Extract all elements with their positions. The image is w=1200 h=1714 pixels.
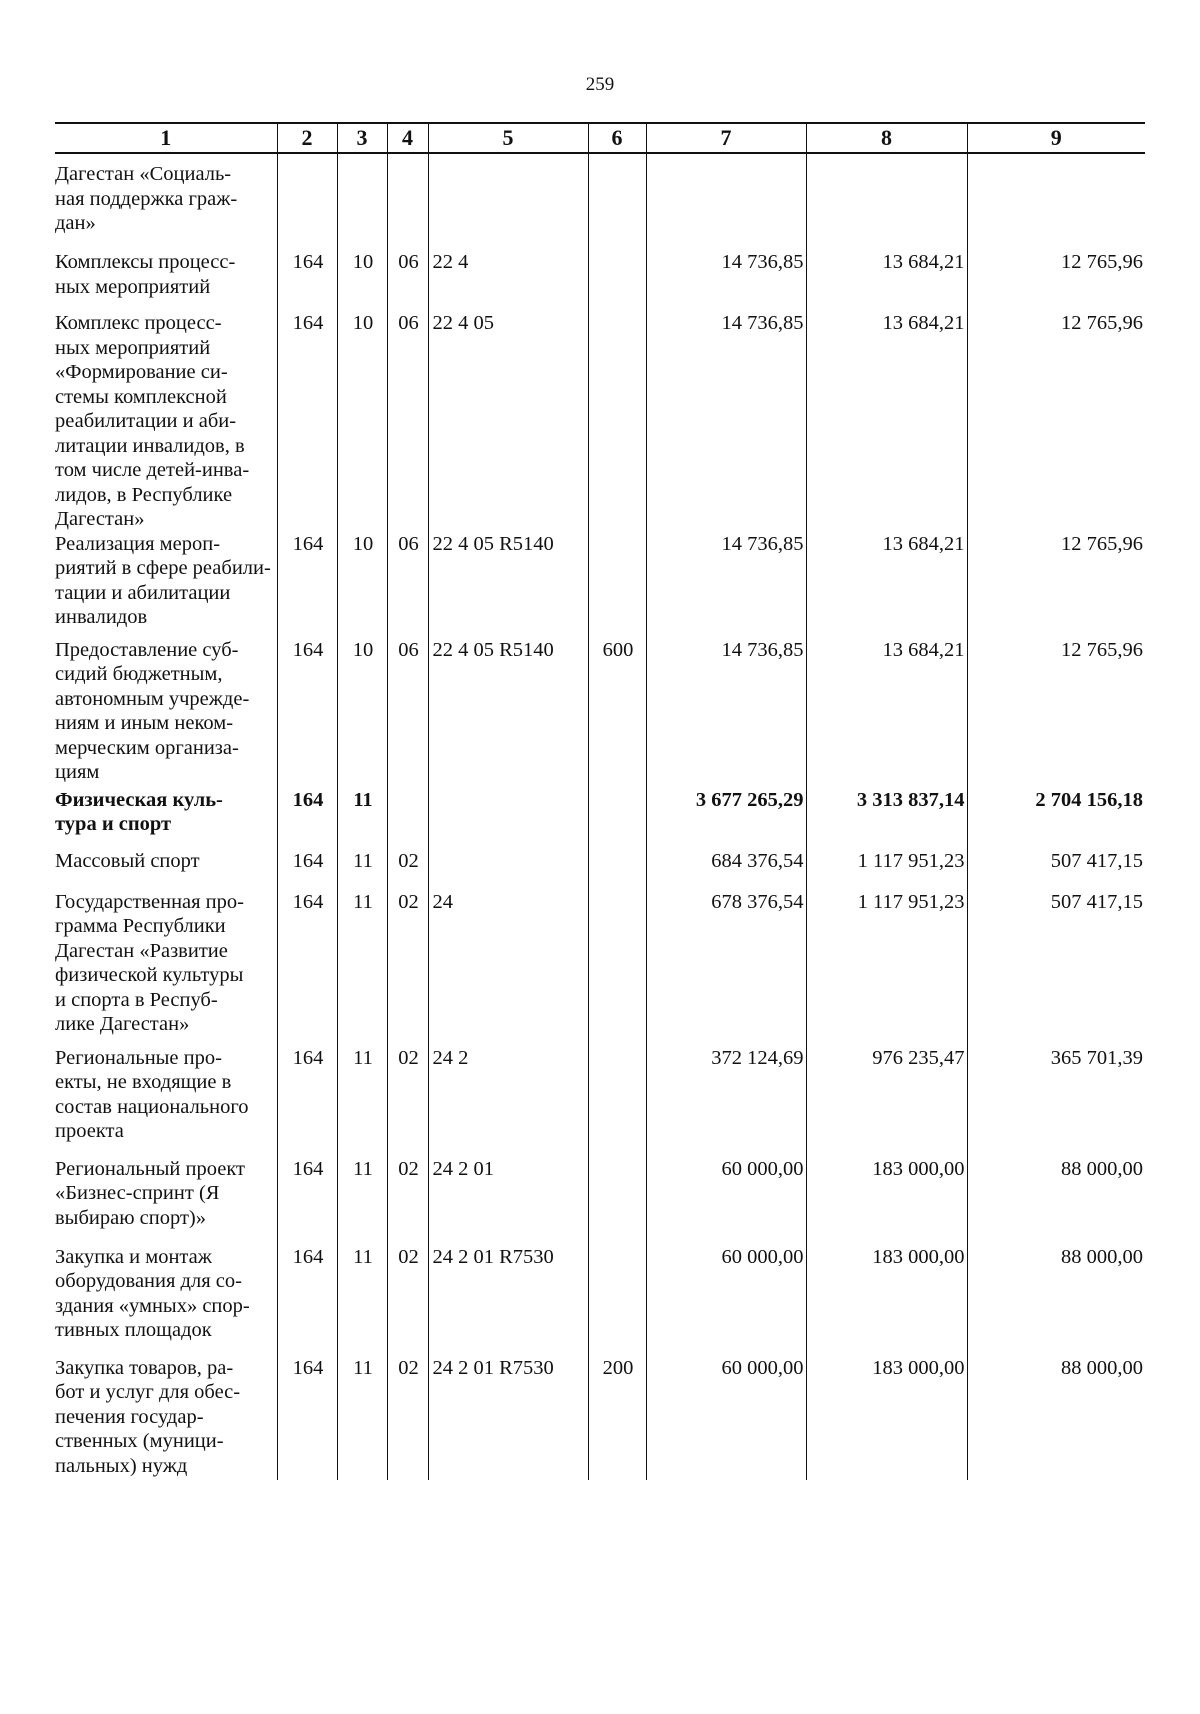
row-code-2-cell: 164 xyxy=(277,532,337,638)
row-code-2-cell: 164 xyxy=(277,1157,337,1245)
row-code-6-cell xyxy=(588,311,646,532)
row-code-6-cell: 200 xyxy=(588,1356,646,1480)
row-code-5-cell: 24 2 01 xyxy=(428,1157,588,1245)
table-row xyxy=(55,788,1145,849)
table-row xyxy=(55,1356,1145,1480)
row-amount-8-cell: 976 235,47 xyxy=(806,1046,967,1157)
column-header: 4 xyxy=(387,123,428,153)
row-amount-9-cell: 507 417,15 xyxy=(967,890,1145,1046)
row-amount-9-cell: 507 417,15 xyxy=(967,849,1145,890)
row-code-4-cell xyxy=(387,153,428,250)
row-code-4-cell: 06 xyxy=(387,311,428,532)
row-code-4-cell: 02 xyxy=(387,849,428,890)
row-code-2-cell: 164 xyxy=(277,849,337,890)
row-code-5-cell xyxy=(428,849,588,890)
row-amount-9-cell: 88 000,00 xyxy=(967,1245,1145,1356)
row-code-2-cell: 164 xyxy=(277,1245,337,1356)
table-row xyxy=(55,890,1145,1046)
row-name-cell: Реализация мероп- риятий в сфере реабили- тации и абилитации инвалидов xyxy=(55,532,271,628)
row-code-3-cell: 11 xyxy=(337,1356,387,1480)
row-code-2-cell: 164 xyxy=(277,311,337,532)
row-name-cell: Закупка товаров, ра- бот и услуг для обес- печения государ- ственных (муници- пальных) нужд xyxy=(55,1356,241,1477)
row-code-2-cell xyxy=(277,153,337,250)
table-row xyxy=(55,532,1145,638)
row-name-cell: Региональные про- екты, не входящие в состав национального проекта xyxy=(55,1046,249,1142)
row-code-6-cell xyxy=(588,849,646,890)
row-name-cell: Предоставление суб- сидий бюджетным, автономным учрежде- ниям и иным неком- мерческим организа- циям xyxy=(55,638,250,783)
row-code-5-cell xyxy=(428,788,588,849)
table-row xyxy=(55,1046,1145,1157)
row-code-6-cell xyxy=(588,1245,646,1356)
row-code-4-cell: 02 xyxy=(387,1245,428,1356)
row-code-3-cell: 11 xyxy=(337,1046,387,1157)
row-amount-9-cell: 88 000,00 xyxy=(967,1356,1145,1480)
row-amount-9-cell: 12 765,96 xyxy=(967,250,1145,311)
table-body xyxy=(55,153,1145,1480)
row-amount-7-cell: 60 000,00 xyxy=(646,1157,806,1245)
row-amount-9-cell: 12 765,96 xyxy=(967,311,1145,532)
page-number: 259 xyxy=(585,74,615,95)
row-amount-7-cell: 60 000,00 xyxy=(646,1245,806,1356)
row-code-4-cell: 02 xyxy=(387,1046,428,1157)
row-amount-8-cell: 1 117 951,23 xyxy=(806,890,967,1046)
column-header: 7 xyxy=(646,123,806,153)
row-code-5-cell xyxy=(428,153,588,250)
column-header: 5 xyxy=(428,123,588,153)
row-amount-9-cell: 365 701,39 xyxy=(967,1046,1145,1157)
row-code-5-cell: 24 2 01 R7530 xyxy=(428,1245,588,1356)
table-row xyxy=(55,250,1145,311)
row-name-cell: Дагестан «Социаль- ная поддержка граж- дан» xyxy=(55,163,238,234)
row-code-3-cell: 10 xyxy=(337,311,387,532)
row-code-6-cell xyxy=(588,1046,646,1157)
row-name-cell: Государственная про- грамма Республики Дагестан «Развитие физической культуры и спорта в Респуб- лике Дагестан» xyxy=(55,890,244,1035)
column-header: 8 xyxy=(806,123,967,153)
row-amount-9-cell: 12 765,96 xyxy=(967,532,1145,638)
row-amount-8-cell: 13 684,21 xyxy=(806,532,967,638)
table-row xyxy=(55,153,1145,250)
table-row xyxy=(55,1157,1145,1245)
table-row xyxy=(55,311,1145,532)
row-code-3-cell: 11 xyxy=(337,1157,387,1245)
row-code-5-cell: 24 2 01 R7530 xyxy=(428,1356,588,1480)
row-name-cell: Закупка и монтаж оборудования для со- здания «умных» спор- тивных площадок xyxy=(55,1245,250,1341)
row-amount-8-cell: 13 684,21 xyxy=(806,311,967,532)
row-code-3-cell: 11 xyxy=(337,1245,387,1356)
row-amount-7-cell: 14 736,85 xyxy=(646,311,806,532)
row-amount-8-cell: 183 000,00 xyxy=(806,1245,967,1356)
row-name-cell: Региональный проект «Бизнес-спринт (Я выбираю спорт)» xyxy=(55,1157,245,1229)
budget-table-container xyxy=(55,122,1145,1480)
row-code-6-cell xyxy=(588,153,646,250)
row-code-6-cell xyxy=(588,1157,646,1245)
row-code-3-cell: 10 xyxy=(337,638,387,788)
row-code-4-cell: 02 xyxy=(387,890,428,1046)
row-amount-7-cell: 684 376,54 xyxy=(646,849,806,890)
row-amount-8-cell: 183 000,00 xyxy=(806,1356,967,1480)
row-amount-8-cell xyxy=(806,153,967,250)
row-amount-9-cell: 88 000,00 xyxy=(967,1157,1145,1245)
row-amount-7-cell xyxy=(646,153,806,250)
row-code-3-cell xyxy=(337,153,387,250)
row-code-2-cell: 164 xyxy=(277,250,337,311)
row-code-5-cell: 22 4 xyxy=(428,250,588,311)
row-amount-8-cell: 3 313 837,14 xyxy=(806,788,967,849)
row-code-4-cell: 06 xyxy=(387,250,428,311)
row-code-2-cell: 164 xyxy=(277,890,337,1046)
table-row xyxy=(55,638,1145,788)
column-header: 3 xyxy=(337,123,387,153)
row-code-5-cell: 22 4 05 R5140 xyxy=(428,532,588,638)
row-amount-7-cell: 14 736,85 xyxy=(646,532,806,638)
row-code-4-cell: 06 xyxy=(387,638,428,788)
row-amount-7-cell: 60 000,00 xyxy=(646,1356,806,1480)
row-code-6-cell xyxy=(588,788,646,849)
row-code-5-cell: 24 xyxy=(428,890,588,1046)
row-amount-7-cell: 3 677 265,29 xyxy=(646,788,806,849)
row-amount-9-cell xyxy=(967,153,1145,250)
row-code-6-cell xyxy=(588,890,646,1046)
row-code-2-cell: 164 xyxy=(277,1046,337,1157)
row-amount-8-cell: 13 684,21 xyxy=(806,250,967,311)
row-code-4-cell: 02 xyxy=(387,1356,428,1480)
row-code-5-cell: 22 4 05 xyxy=(428,311,588,532)
row-amount-8-cell: 1 117 951,23 xyxy=(806,849,967,890)
row-code-3-cell: 11 xyxy=(337,788,387,849)
row-code-6-cell xyxy=(588,250,646,311)
row-code-4-cell xyxy=(387,788,428,849)
row-code-5-cell: 22 4 05 R5140 xyxy=(428,638,588,788)
row-code-3-cell: 10 xyxy=(337,250,387,311)
row-code-2-cell: 164 xyxy=(277,788,337,849)
row-amount-7-cell: 14 736,85 xyxy=(646,638,806,788)
row-name-cell: Физическая куль- тура и спорт xyxy=(55,788,223,835)
budget-table xyxy=(55,122,1145,1480)
row-code-2-cell: 164 xyxy=(277,638,337,788)
row-code-6-cell: 600 xyxy=(588,638,646,788)
column-header: 9 xyxy=(967,123,1145,153)
row-amount-8-cell: 13 684,21 xyxy=(806,638,967,788)
row-name-cell: Комплексы процесс- ных мероприятий xyxy=(55,251,236,298)
column-header: 6 xyxy=(588,123,646,153)
row-code-4-cell: 02 xyxy=(387,1157,428,1245)
column-header: 2 xyxy=(277,123,337,153)
table-row xyxy=(55,849,1145,890)
row-code-3-cell: 11 xyxy=(337,849,387,890)
row-name-cell: Комплекс процесс- ных мероприятий «Формирование си- стемы комплексной реабилитации и аби- литации инвалидов, в том числе детей-инва- лидов, в Республике Дагестан» xyxy=(55,312,250,530)
row-amount-9-cell: 2 704 156,18 xyxy=(967,788,1145,849)
row-name-cell: Массовый спорт xyxy=(55,849,200,872)
row-code-3-cell: 10 xyxy=(337,532,387,638)
table-header-row xyxy=(55,123,1145,153)
row-amount-7-cell: 372 124,69 xyxy=(646,1046,806,1157)
row-code-3-cell: 11 xyxy=(337,890,387,1046)
row-amount-9-cell: 12 765,96 xyxy=(967,638,1145,788)
row-amount-7-cell: 678 376,54 xyxy=(646,890,806,1046)
row-code-2-cell: 164 xyxy=(277,1356,337,1480)
column-header: 1 xyxy=(55,123,277,153)
row-amount-8-cell: 183 000,00 xyxy=(806,1157,967,1245)
row-code-5-cell: 24 2 xyxy=(428,1046,588,1157)
table-row xyxy=(55,1245,1145,1356)
row-amount-7-cell: 14 736,85 xyxy=(646,250,806,311)
row-code-4-cell: 06 xyxy=(387,532,428,638)
row-code-6-cell xyxy=(588,532,646,638)
